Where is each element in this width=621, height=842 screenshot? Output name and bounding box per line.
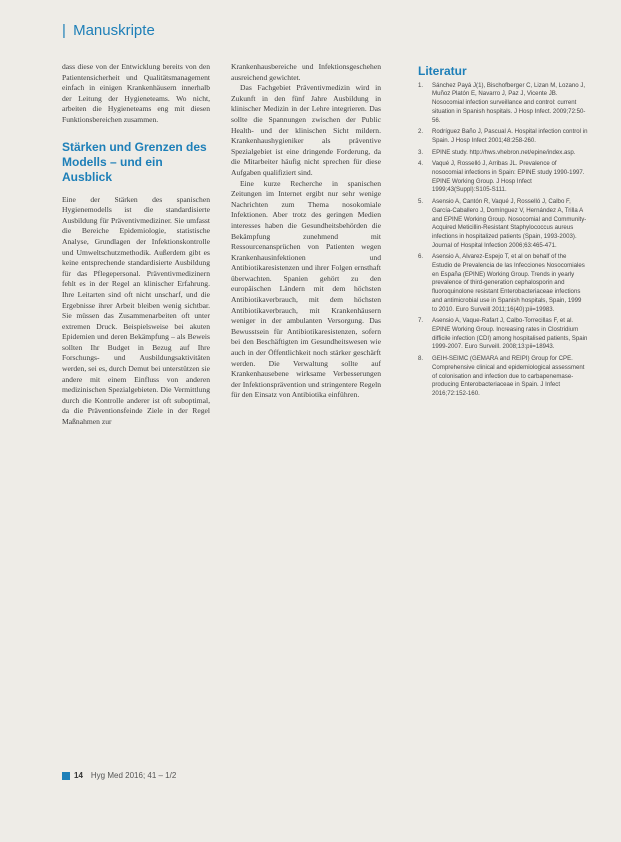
paragraph: Krankenhausbereiche und Infektionsgeschehen ausreichend gewichtet. [231, 62, 381, 82]
page-footer [62, 771, 176, 780]
section-header [62, 22, 155, 39]
reference-item [418, 317, 588, 352]
reference-text: Asensio A, Alvarez-Espejo T, et al on behalf of the Estudio de Prevalencia de las Infecciones Nosocomiales en España (EPINE) Working Group. Trends in yearly prevalence of third-generation cephalosporin and fluoroquinolone resistant Enterobacteriaceae infections and antimicrobial use in Spanish hospitals, Spain, 1999 to 2010. Euro Surveill 2011;16(40):pii=19983. [432, 253, 585, 313]
paragraph: dass diese von der Entwicklung bereits von den Patientensicherheit und Qualitätsmanagement einfach in einigen Krankenhäusern innerhalb der Leitung der Hygieneteams. Wo nicht, arbeiten die Hygieneteams eng mit diesen Funktionsbereichen zusammen. [62, 62, 210, 124]
reference-text: Asensio A, Vaque-Rafart J, Calbo-Torrecillas F, et al. EPINE Working Group. Increasing rates in Clostridium difficile infection (CDI) among hospitalised patients, Spain 1999-2007. Euro Surveill. 2008;13:pii=18943. [432, 317, 588, 351]
paragraph: Das Fachgebiet Präventivmedizin wird in Zukunft in den fünf Jahre Ausbildung in klinischer Medizin in der Lehre integrieren. Das sollte die Spannungen zwischen der Public Health- und der klinischen Sicht mildern. Krankenhaushygieniker als präventive Spezialgebiet ist eine dringende Forderung, da die Mitarbeiter häufig nicht sprechen für diese Aufgaben qualifiziert sind. [231, 83, 381, 177]
reference-item [418, 355, 588, 399]
page-marker-icon [62, 772, 70, 780]
references-heading: Literatur [418, 64, 467, 78]
paragraph: Eine der Stärken des spanischen Hygienemodells ist die standardisierte Ausbildung für Präventivmediziner. Sie umfasst die Bereiche Epidemiologie, statistische Analyse, Grundlagen der Infektionskontrolle und Umweltschutzmethodik. Außerdem gibt es keine entsprechende standardisierte Ausbildung für das Pflegepersonal. Präventivmedizinern fehlt es in der Regel an klinischer Erfahrung. Ihre Leitarten sind oft nicht unscharf, und die Ergebnisse ihrer Arbeit bleiben wenig sichtbar. Sie müssen das Zusammenarbeiten oft unter extremen Druck. Beispielsweise bei akuten Epidemien und deren Bekämpfung – als Beweis sollten Ihr Budget in Bezug auf Ihre Forschungs- und Ausbildungsaktivitäten werden, sei es, durch Demut bei unterstützen sie andere mit einem Einfluss von anderen medizinischen Spezialgebieten. Die Vermittlung durch die Kontrolle anderer ist oft suboptimal, da die Präventionsfeinde Ziele in der Regel Maßnahmen zur [62, 194, 210, 427]
header-bar: | [62, 22, 66, 39]
references-list [418, 82, 588, 399]
reference-item [418, 82, 588, 126]
reference-number: 8. [418, 355, 424, 363]
reference-item [418, 149, 588, 158]
text-column-1 [62, 62, 210, 428]
reference-text: EPINE study. http://hws.vhebron.net/epine/index.asp. [432, 148, 576, 156]
reference-text: Vaqué J, Rosselló J, Arribas JL. Prevalence of nosocomial infections in Spain: EPINE study 1990-1997. EPINE Working Group. J Hosp Infect 1999;43(Suppl):S105-S111. [432, 160, 585, 194]
page-number: 14 [74, 771, 83, 780]
paragraph: Eine kurze Recherche in spanischen Zeitungen im Internet ergibt nur sehr wenige Nachrichten zum Thema nosokomiale Infektionen. Aber trotz des geringen Medien interesses haben die Gesundheitsbehörden die Bekämpfung zunehmend mit Ressourcenansprüchen von Patienten wegen Krankenhausinfektionen und Antibiotikaresistenzen und ihrer Folgen ernsthaft überwachten. Spanien gehört zu den europäischen Ländern mit dem höchsten Antibiotikaverbrauch, mit dem höchsten Antibiotikaverbrauch, mit Krankenhäusern weniger in der ambulanten Versorgung. Das Bewusstsein für Antibiotikaresistenzen, sofern bei den Beschäftigten im Gesundheitswesen wie auch in der Öffentlichkeit noch stärker geschärft werden. Die Verwaltung sollte auf Krankenhausebene wirksame Verbesserungen der Infektionsprävention und stringentere Regeln für den Einsatz von Antibiotika einführen. [231, 178, 381, 400]
reference-item [418, 253, 588, 314]
references-column [418, 62, 588, 402]
reference-number: 5. [418, 198, 424, 206]
text-column-2 [231, 62, 381, 401]
reference-text: Asensio A, Cantón R, Vaqué J, Rosselló J, Calbo F, García-Caballero J, Domínguez V, Hernández A, Trilla A and EPINE Working Group. Nosocomial and Community-Acquired Meticillin-Resistant Staphylococcus aureus infections in hospitalized patients (Spain, 1993-2003). Journal of Hospital Infection 2006;63:465-471. [432, 198, 587, 249]
reference-number: 3. [418, 148, 424, 156]
section-heading: Stärken und Grenzen des Modells – und ein Ausblick [62, 139, 207, 184]
reference-text: GEIH-SEIMC (GEMARA and REIPI) Group for CPE. Comprehensive clinical and epidemiological assessment of colonisation and infection due to carbapenemase-producing Enterobacteriaceae in Spain. J Infect 2016;72:152-160. [432, 355, 585, 397]
reference-number: 7. [418, 317, 424, 325]
reference-text: Sánchez Payá J(1), Bischofberger C, Lizan M, Lozano J, Muñoz Platón E, Navarro J, Paz J, Vicente JB. Nosocomial infection surveillance and control: current situation in Spanish hospitals. J Hosp Infect. 2009;72:50-56. [432, 81, 586, 124]
reference-number: 1. [418, 81, 424, 89]
section-title: Manuskripte [73, 22, 155, 39]
reference-item [418, 128, 588, 145]
reference-item [418, 160, 588, 195]
journal-citation: Hyg Med 2016; 41 – 1/2 [90, 771, 177, 780]
reference-number: 6. [418, 253, 424, 261]
reference-text: Rodríguez Baño J, Pascual A. Hospital infection control in Spain. J Hosp Infect 2001;48:258-260. [432, 128, 588, 144]
reference-number: 4. [418, 160, 424, 168]
reference-number: 2. [418, 128, 424, 136]
reference-item [418, 198, 588, 250]
